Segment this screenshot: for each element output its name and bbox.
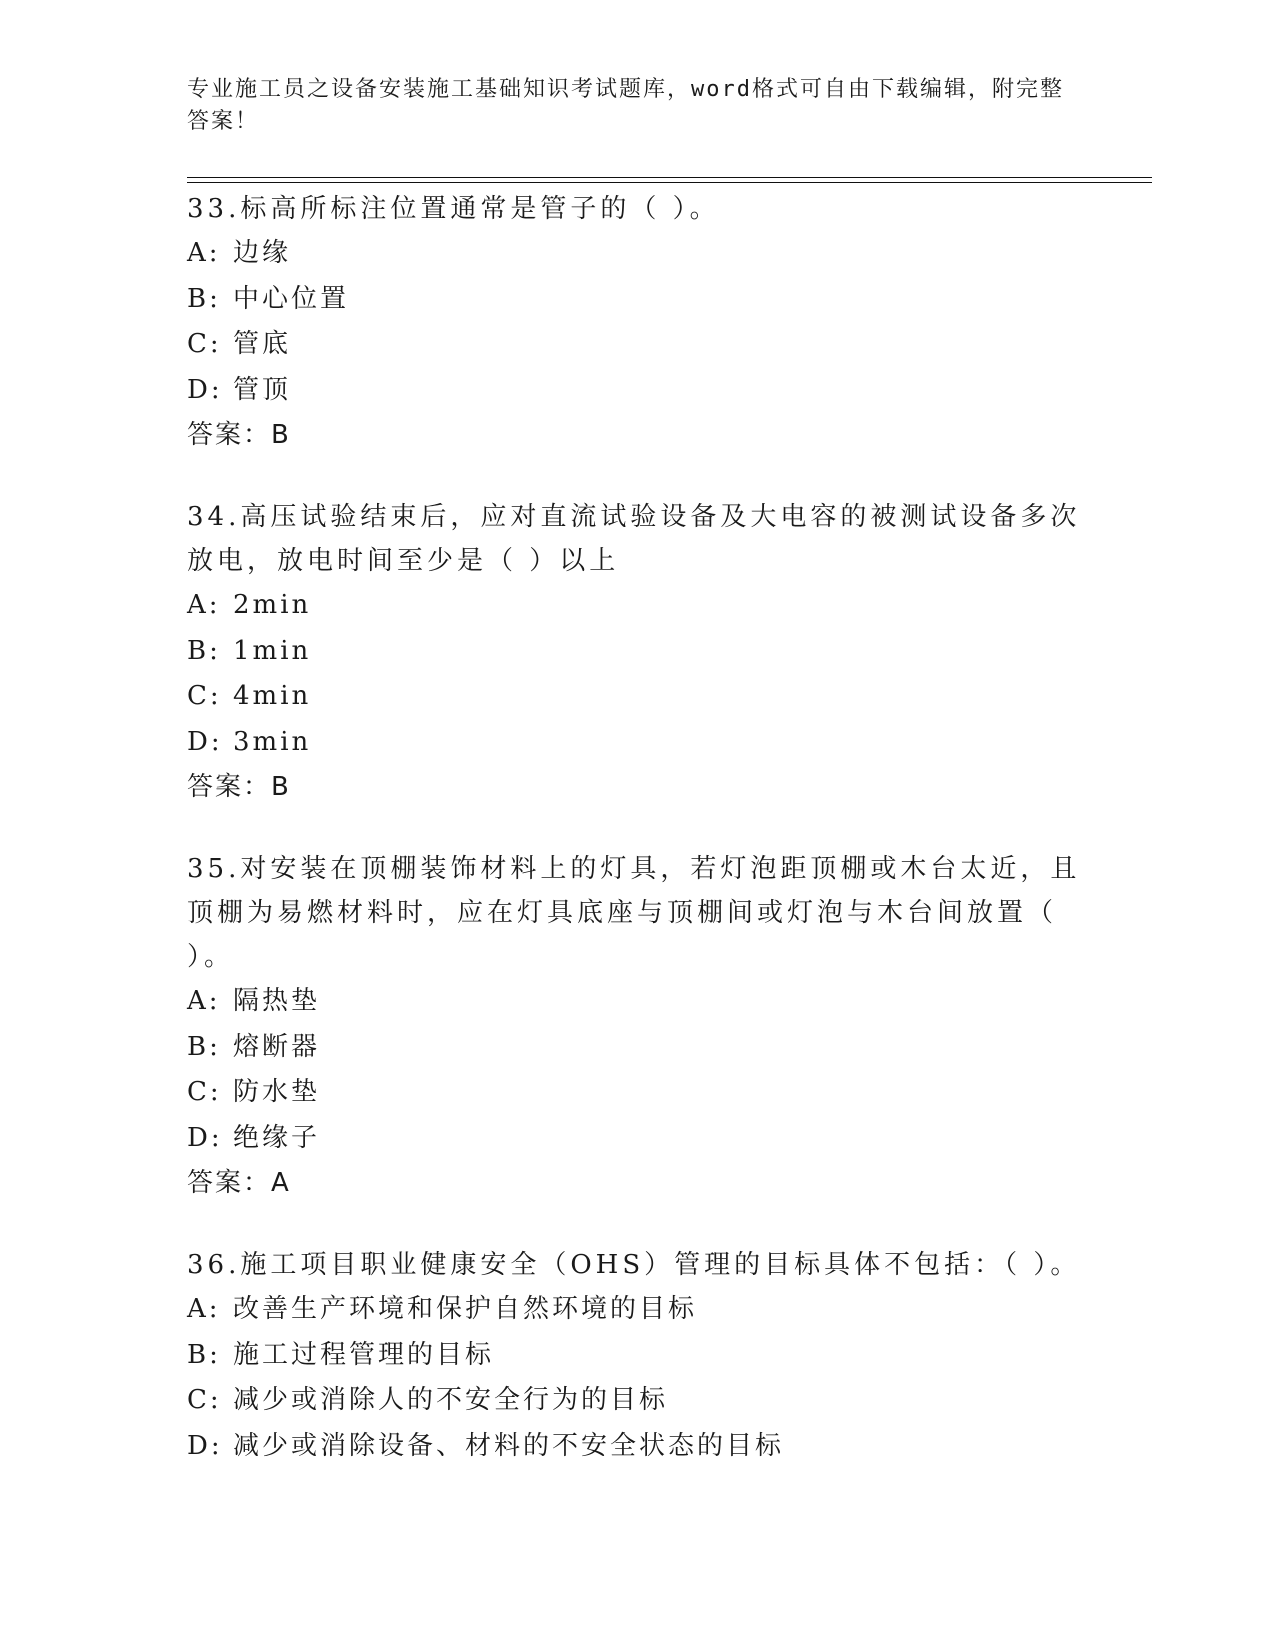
header-divider-top [187, 177, 1152, 178]
option-key: D: [187, 374, 223, 405]
option-key: A: [187, 986, 221, 1016]
option-a [187, 979, 1087, 1025]
option-text: 3min [233, 726, 312, 757]
option-key: A: [187, 238, 221, 268]
option-d [187, 1424, 1087, 1470]
option-key: B: [187, 283, 221, 314]
option-text: 边缘 [233, 238, 292, 268]
option-text: 减少或消除设备、材料的不安全状态的目标 [233, 1430, 785, 1461]
option-text: 施工过程管理的目标 [233, 1339, 495, 1370]
option-key: D: [187, 726, 223, 757]
option-text: 1min [233, 635, 312, 666]
option-key: B: [187, 1339, 221, 1370]
question-stem: 36.施工项目职业健康安全（OHS）管理的目标具体不包括：（ ）。 [187, 1250, 1081, 1280]
option-text: 熔断器 [233, 1031, 321, 1062]
answer-line: 答案：B [187, 420, 291, 450]
option-a [187, 231, 1087, 277]
question-stem: 34.高压试验结束后，应对直流试验设备及大电容的被测试设备多次放电，放电时间至少是（ ）以上 [187, 502, 1081, 576]
option-b [187, 277, 1087, 323]
option-key: C: [187, 681, 222, 711]
question-list [187, 187, 1087, 1506]
option-a [187, 1287, 1087, 1333]
option-c [187, 1070, 1087, 1116]
option-b [187, 629, 1087, 675]
question-33 [187, 187, 1087, 458]
option-key: B: [187, 1031, 221, 1062]
option-b [187, 1333, 1087, 1379]
option-d [187, 368, 1087, 414]
option-key: C: [187, 1077, 222, 1107]
option-text: 改善生产环境和保护自然环境的目标 [233, 1294, 698, 1324]
option-text: 减少或消除人的不安全行为的目标 [233, 1385, 669, 1415]
option-a [187, 583, 1087, 629]
option-key: C: [187, 1385, 222, 1415]
option-key: A: [187, 590, 221, 620]
option-key: C: [187, 329, 222, 359]
option-key: B: [187, 635, 221, 666]
option-text: 防水垫 [233, 1077, 321, 1107]
answer-line: 答案：A [187, 1168, 291, 1198]
option-text: 2min [233, 590, 312, 620]
option-key: D: [187, 1122, 223, 1153]
option-text: 管底 [233, 329, 292, 359]
option-text: 中心位置 [233, 283, 350, 314]
option-c [187, 1378, 1087, 1424]
question-35 [187, 847, 1087, 1206]
option-c [187, 322, 1087, 368]
option-text: 隔热垫 [233, 986, 321, 1016]
header-divider-bottom [187, 182, 1152, 183]
option-text: 绝缘子 [233, 1122, 321, 1153]
option-c [187, 674, 1087, 720]
question-36 [187, 1243, 1087, 1469]
option-key: A: [187, 1294, 221, 1324]
option-d [187, 1116, 1087, 1162]
option-key: D: [187, 1430, 223, 1461]
question-34 [187, 495, 1087, 810]
page-header: 专业施工员之设备安装施工基础知识考试题库，word格式可自由下载编辑，附完整答案！ [187, 77, 1064, 134]
option-d [187, 720, 1087, 766]
question-stem: 33.标高所标注位置通常是管子的（ ）。 [187, 194, 720, 224]
option-b [187, 1025, 1087, 1071]
answer-line: 答案：B [187, 772, 291, 802]
question-stem: 35.对安装在顶棚装饰材料上的灯具，若灯泡距顶棚或木台太近，且顶棚为易燃材料时，应在灯具底座与顶棚间或灯泡与木台间放置（ ）。 [187, 854, 1081, 972]
option-text: 4min [233, 681, 312, 711]
option-text: 管顶 [233, 374, 292, 405]
